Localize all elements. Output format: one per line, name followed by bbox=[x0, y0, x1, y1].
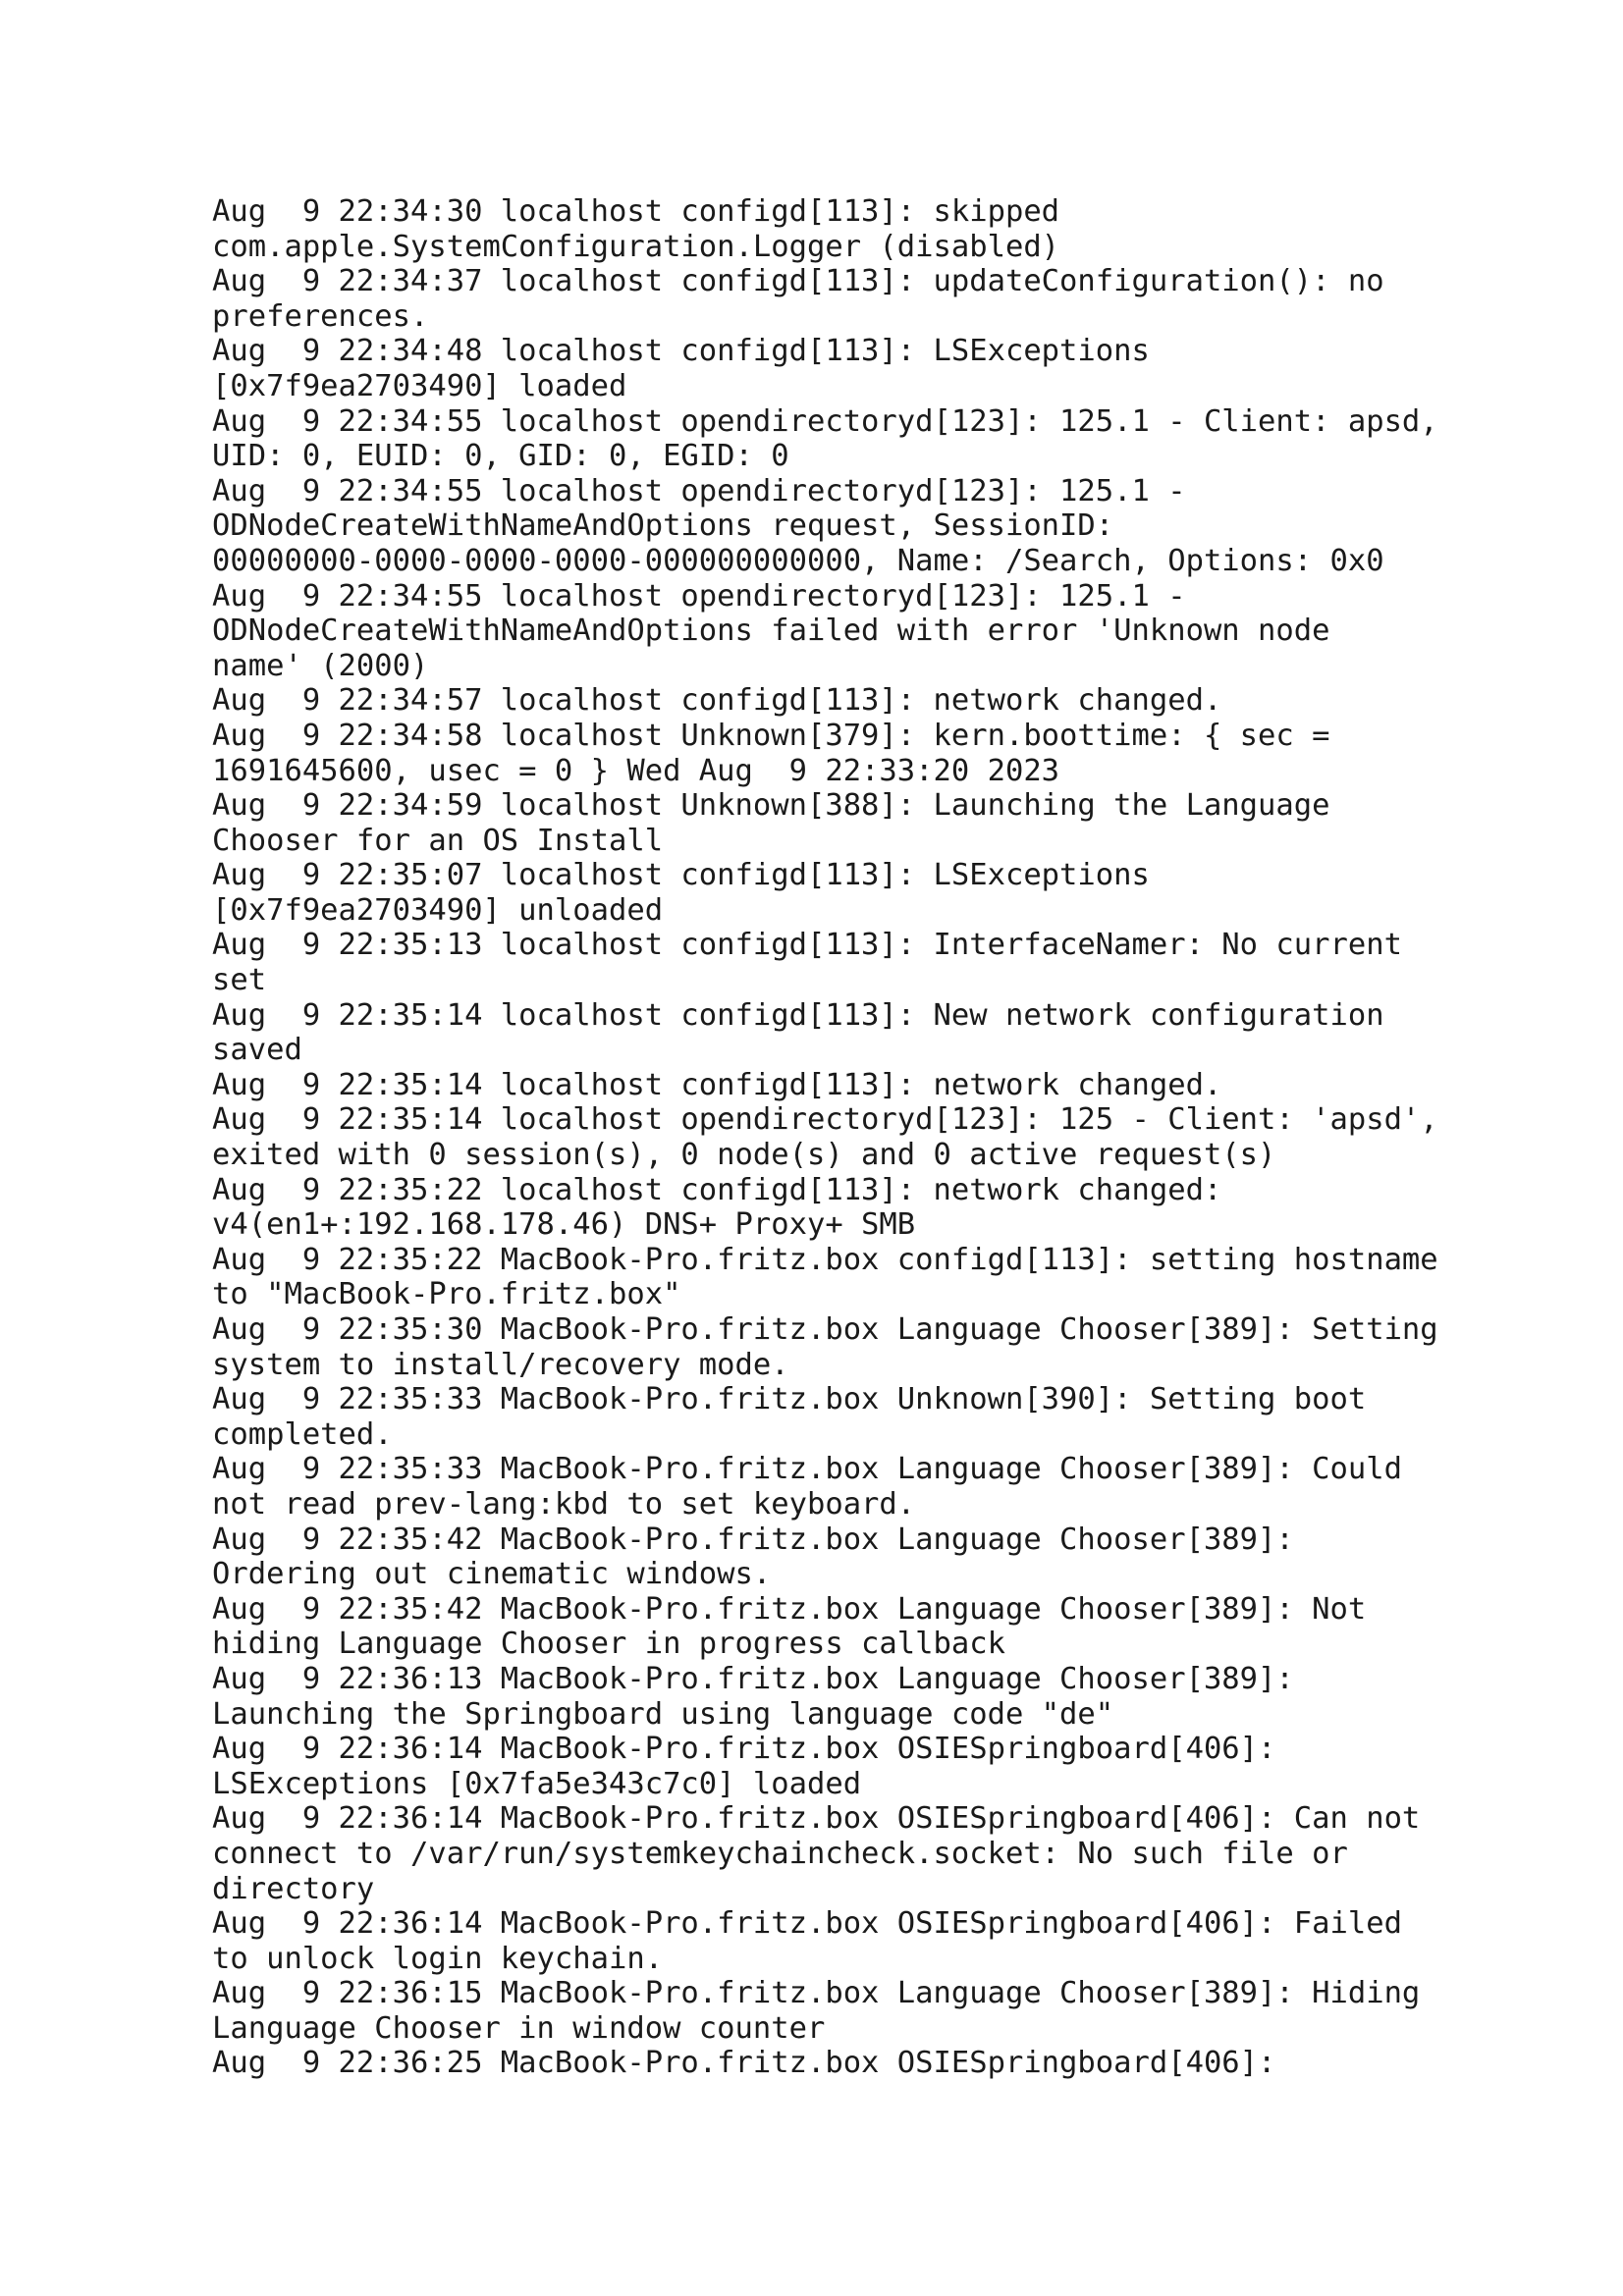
log-line: Aug 9 22:36:14 MacBook-Pro.fritz.box OSIESpringboard[406]: Can not bbox=[212, 1801, 1421, 1837]
log-line: Aug 9 22:35:22 MacBook-Pro.fritz.box configd[113]: setting hostname bbox=[212, 1242, 1438, 1277]
log-line: com.apple.SystemConfiguration.Logger (disabled) bbox=[212, 229, 1060, 264]
log-line: Aug 9 22:35:33 MacBook-Pro.fritz.box Language Chooser[389]: Could bbox=[212, 1452, 1402, 1487]
log-line: Aug 9 22:35:42 MacBook-Pro.fritz.box Language Chooser[389]: Not bbox=[212, 1591, 1367, 1627]
log-line: 1691645600, usec = 0 } Wed Aug 9 22:33:20 2023 bbox=[212, 753, 1060, 788]
log-line: name' (2000) bbox=[212, 648, 429, 683]
log-line: set bbox=[212, 963, 267, 998]
log-line: Aug 9 22:36:25 MacBook-Pro.fritz.box OSIESpringboard[406]: bbox=[212, 2046, 1276, 2081]
log-line: Aug 9 22:35:42 MacBook-Pro.fritz.box Language Chooser[389]: bbox=[212, 1522, 1294, 1557]
log-line: [0x7f9ea2703490] loaded bbox=[212, 368, 627, 403]
log-line: Launching the Springboard using language code "de" bbox=[212, 1696, 1114, 1732]
log-text-body bbox=[212, 194, 1449, 2081]
log-line: Aug 9 22:34:55 localhost opendirectoryd[123]: 125.1 - Client: apsd, bbox=[212, 403, 1438, 439]
log-line: Aug 9 22:35:13 localhost configd[113]: InterfaceNamer: No current bbox=[212, 928, 1402, 963]
log-line: ODNodeCreateWithNameAndOptions failed with error 'Unknown node bbox=[212, 614, 1330, 649]
log-line: system to install/recovery mode. bbox=[212, 1347, 789, 1382]
log-line: Aug 9 22:35:22 localhost configd[113]: network changed: bbox=[212, 1172, 1222, 1207]
log-line: hiding Language Chooser in progress callback bbox=[212, 1627, 1005, 1662]
log-line: completed. bbox=[212, 1416, 393, 1452]
log-line: Ordering out cinematic windows. bbox=[212, 1557, 772, 1592]
log-line: directory bbox=[212, 1871, 375, 1906]
log-line: Aug 9 22:34:55 localhost opendirectoryd[123]: 125.1 - bbox=[212, 578, 1186, 614]
log-line: Aug 9 22:34:55 localhost opendirectoryd[123]: 125.1 - bbox=[212, 473, 1186, 508]
log-line: Language Chooser in window counter bbox=[212, 2010, 826, 2046]
log-line: Aug 9 22:35:14 localhost configd[113]: network changed. bbox=[212, 1067, 1222, 1102]
log-line: 00000000-0000-0000-0000-000000000000, Name: /Search, Options: 0x0 bbox=[212, 543, 1384, 578]
log-line: Aug 9 22:34:30 localhost configd[113]: skipped bbox=[212, 194, 1060, 229]
log-line: exited with 0 session(s), 0 node(s) and 0 active request(s) bbox=[212, 1138, 1276, 1173]
log-line: Aug 9 22:35:14 localhost configd[113]: New network configuration bbox=[212, 997, 1384, 1033]
log-line: not read prev-lang:kbd to set keyboard. bbox=[212, 1486, 916, 1522]
log-line: Aug 9 22:35:07 localhost configd[113]: LSExceptions bbox=[212, 858, 1150, 893]
log-line: Aug 9 22:34:59 localhost Unknown[388]: Launching the Language bbox=[212, 788, 1330, 824]
log-line: to unlock login keychain. bbox=[212, 1941, 664, 1976]
log-line: Aug 9 22:34:58 localhost Unknown[379]: kern.boottime: { sec = bbox=[212, 718, 1330, 753]
log-line: Aug 9 22:35:33 MacBook-Pro.fritz.box Unknown[390]: Setting boot bbox=[212, 1382, 1367, 1417]
log-line: Chooser for an OS Install bbox=[212, 823, 664, 858]
log-line: [0x7f9ea2703490] unloaded bbox=[212, 892, 664, 928]
log-line: preferences. bbox=[212, 298, 429, 334]
log-line: saved bbox=[212, 1033, 302, 1068]
log-line: Aug 9 22:34:57 localhost configd[113]: network changed. bbox=[212, 683, 1222, 719]
log-line: connect to /var/run/systemkeychaincheck.socket: No such file or bbox=[212, 1836, 1348, 1871]
log-line: Aug 9 22:34:37 localhost configd[113]: updateConfiguration(): no bbox=[212, 264, 1384, 299]
log-line: Aug 9 22:36:14 MacBook-Pro.fritz.box OSIESpringboard[406]: Failed bbox=[212, 1906, 1402, 1942]
log-line: ODNodeCreateWithNameAndOptions request, SessionID: bbox=[212, 508, 1114, 544]
log-line: v4(en1+:192.168.178.46) DNS+ Proxy+ SMB bbox=[212, 1207, 916, 1243]
log-line: UID: 0, EUID: 0, GID: 0, EGID: 0 bbox=[212, 439, 789, 474]
log-line: LSExceptions [0x7fa5e343c7c0] loaded bbox=[212, 1766, 862, 1801]
log-line: Aug 9 22:34:48 localhost configd[113]: LSExceptions bbox=[212, 334, 1150, 369]
log-line: Aug 9 22:36:15 MacBook-Pro.fritz.box Language Chooser[389]: Hiding bbox=[212, 1976, 1421, 2011]
log-line: Aug 9 22:35:30 MacBook-Pro.fritz.box Language Chooser[389]: Setting bbox=[212, 1312, 1438, 1347]
log-line: to "MacBook-Pro.fritz.box" bbox=[212, 1277, 681, 1312]
log-line: Aug 9 22:36:14 MacBook-Pro.fritz.box OSIESpringboard[406]: bbox=[212, 1732, 1276, 1767]
log-line: Aug 9 22:35:14 localhost opendirectoryd[123]: 125 - Client: 'apsd', bbox=[212, 1102, 1438, 1138]
log-line: Aug 9 22:36:13 MacBook-Pro.fritz.box Language Chooser[389]: bbox=[212, 1661, 1294, 1696]
